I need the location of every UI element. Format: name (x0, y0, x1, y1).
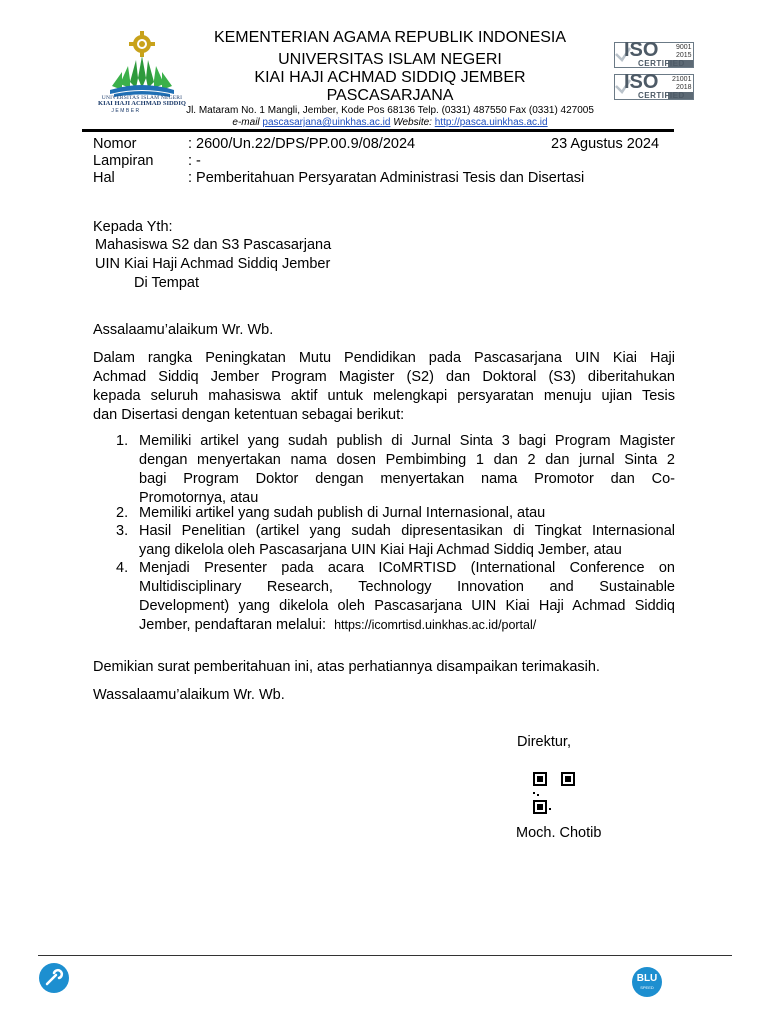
kepada: Kepada Yth: (93, 219, 173, 235)
list-line (139, 616, 675, 635)
signatory-name: Moch. Chotib (516, 825, 602, 841)
logo-caption-3: JEMBER (111, 108, 141, 114)
contact-line (140, 117, 640, 128)
hal-value: : Pemberitahuan Persyaratan Administrasi Tesis dan Disertasi (188, 170, 585, 186)
recipient-line-2: UIN Kiai Haji Achmad Siddiq Jember (95, 256, 331, 272)
email-label: e-mail (232, 117, 260, 128)
logo-caption-1: UNIVERSITAS ISLAM NEGERI (101, 95, 183, 101)
iso-21001-badge (614, 71, 694, 100)
university-name-2: KIAI HAJI ACHMAD SIDDIQ JEMBER (254, 69, 526, 86)
list-line: Memiliki artikel yang sudah publish di Jurnal Sinta 3 bagi Program Magister (139, 433, 675, 449)
address: Jl. Mataram No. 1 Mangli, Jember, Kode Pos 68136 Telp. (0331) 487550 Fax (0331) 427005 (186, 105, 594, 116)
list-line: Development) yang dikelola oleh Pascasarjana UIN Kiai Haji Achmad Siddiq (139, 598, 675, 614)
nomor-value: : 2600/Un.22/DPS/PP.00.9/08/2024 (188, 136, 416, 152)
list-line: dengan menyertakan nama dosen Pembimbing 1 dan 2 dan jurnal Sinta 2 (139, 452, 675, 468)
letter-date: 23 Agustus 2024 (551, 136, 660, 152)
list-line: Hasil Penelitian (artikel yang sudah dipresentasikan di Tingkat Internasional (139, 523, 675, 539)
list-item-1 (139, 432, 675, 508)
logo-caption-2: KIAI HAJI ACHMAD SIDDIQ (98, 100, 186, 107)
iso-number: 9001 (676, 44, 692, 51)
intro-line: Achmad Siddiq Jember Program Magister (S2) dan Doktoral (S3) diberitahukan (93, 369, 675, 385)
blu-sub-text: SPEED (640, 985, 654, 990)
hal-label: Hal (93, 170, 115, 186)
ministry-name: KEMENTERIAN AGAMA REPUBLIK INDONESIA (213, 29, 567, 46)
lampiran-value: : - (188, 153, 201, 169)
intro-line: Dalam rangka Peningkatan Mutu Pendidikan pada Pascasarjana UIN Kiai Haji (93, 350, 675, 366)
intro-line: dan Disertasi dengan ketentuan sebagai berikut: (93, 407, 405, 423)
website-link[interactable]: http://pasca.uinkhas.ac.id (434, 117, 548, 128)
list-item-3 (139, 522, 675, 560)
website-label: Website: (393, 117, 432, 128)
footer-left-icon (38, 962, 70, 994)
faculty-name: PASCASARJANA (326, 87, 454, 104)
recipient-line-1: Mahasiswa S2 dan S3 Pascasarjana (95, 237, 332, 253)
list-line: yang dikelola oleh Pascasarjana UIN Kiai Haji Achmad Siddiq Jember, atau (139, 542, 622, 558)
list-item-4 (139, 559, 675, 635)
greeting: Assalaamu’alaikum Wr. Wb. (93, 322, 274, 338)
list-number: 4. (116, 560, 129, 576)
intro-line: kepada seluruh mahasiswa aktif untuk melengkapi persyaratan menuju ujian Tesis (93, 388, 675, 404)
farewell: Wassalaamu’alaikum Wr. Wb. (93, 687, 285, 703)
recipient-line-3: Di Tempat (134, 275, 200, 291)
list-line: Multidisciplinary Research, Technology Innovation and Sustainable (139, 579, 675, 595)
header-divider (82, 129, 674, 132)
signatory-title: Direktur, (517, 734, 571, 750)
lampiran-label: Lampiran (93, 153, 154, 169)
closing: Demikian surat pemberitahuan ini, atas perhatiannya disampaikan terimakasih. (93, 659, 600, 675)
iso-year: 2018 (676, 84, 692, 91)
iso-label: ISO (624, 71, 659, 93)
iso-9001-badge (614, 39, 694, 68)
list-line-text: Jember, pendaftaran melalui: (139, 617, 326, 633)
university-name: UNIVERSITAS ISLAM NEGERI (278, 51, 502, 68)
registration-url[interactable]: https://icomrtisd.uinkhas.ac.id/portal/ (334, 618, 537, 632)
iso-certified: CERTIFIED (638, 91, 685, 100)
nomor-label: Nomor (93, 136, 137, 152)
list-number: 2. (116, 505, 129, 521)
list-number: 1. (116, 433, 129, 449)
iso-label: ISO (624, 39, 659, 61)
list-line: Promotornya, atau (139, 490, 259, 506)
blu-logo (631, 966, 663, 998)
list-number: 3. (116, 523, 129, 539)
qr-code (533, 772, 575, 814)
iso-certified: CERTIFIED (638, 59, 685, 68)
list-line: Menjadi Presenter pada acara ICoMRTISD (International Conference on (139, 560, 675, 576)
footer-divider (38, 955, 732, 956)
intro-paragraph (93, 349, 675, 425)
iso-number: 21001 (672, 76, 692, 83)
iso-year: 2015 (676, 52, 692, 59)
list-line: Memiliki artikel yang sudah publish di Jurnal Internasional, atau (139, 505, 546, 521)
email-link[interactable]: pascasarjana@uinkhas.ac.id (262, 117, 391, 128)
list-item-2 (139, 504, 675, 523)
list-line: bagi Program Doktor dengan menyertakan nama Promotor dan Co- (139, 471, 675, 487)
blu-text: BLU (636, 973, 658, 984)
